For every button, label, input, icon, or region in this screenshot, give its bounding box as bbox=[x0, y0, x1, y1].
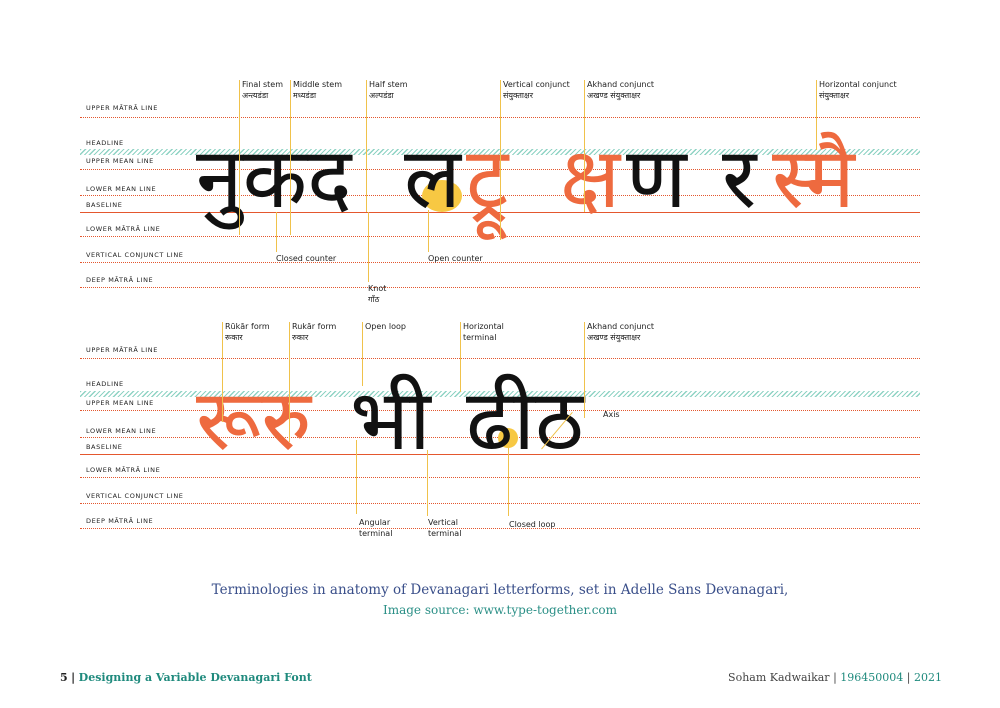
annotation-closed-counter: Closed counter bbox=[276, 254, 337, 263]
line-label: LOWER MĀTRĀ LINE bbox=[86, 225, 161, 233]
annotation-open-loop: Open loop bbox=[365, 322, 406, 331]
glyph-nna: ण bbox=[626, 129, 687, 227]
line-label: BASELINE bbox=[86, 201, 123, 209]
annotation-akhand-conjunct: Akhand conjunct अखण्ड संयुक्ताक्षर bbox=[587, 322, 655, 342]
glyph-ruru: रूरु bbox=[196, 371, 312, 469]
line-label: UPPER MĀTRĀ LINE bbox=[86, 346, 158, 354]
footer-left bbox=[60, 671, 312, 684]
glyph-la: ल bbox=[404, 129, 461, 227]
deep-matra-line bbox=[80, 528, 920, 529]
annotation-vertical-terminal: Vertical terminal bbox=[428, 518, 462, 538]
glyph-nukad: नुकद bbox=[196, 129, 352, 227]
glyph-dhith: ढीठ bbox=[466, 371, 584, 469]
annotation-knot: Knot गाँठ bbox=[368, 284, 387, 304]
annotation-rukar-short: Rukār form रुकार bbox=[292, 322, 337, 342]
annotation-final-stem: Final stem अन्त्यडंडा bbox=[242, 80, 283, 100]
annotation-open-counter: Open counter bbox=[428, 254, 483, 263]
footer-separator: | bbox=[71, 671, 76, 684]
leader-line bbox=[584, 80, 585, 212]
line-label: BASELINE bbox=[86, 443, 123, 451]
footer-right bbox=[728, 671, 942, 684]
line-label: LOWER MEAN LINE bbox=[86, 185, 157, 193]
footer-separator: | bbox=[833, 671, 837, 684]
leader-line bbox=[356, 440, 357, 514]
line-label: UPPER MĀTRĀ LINE bbox=[86, 104, 158, 112]
line-label: DEEP MĀTRĀ LINE bbox=[86, 276, 154, 284]
annotation-akhand-conjunct: Akhand conjunct अखण्ड संयुक्ताक्षर bbox=[587, 80, 655, 100]
leader-line bbox=[366, 80, 367, 212]
annotation-horizontal-conjunct: Horizontal conjunct संयुक्ताक्षर bbox=[819, 80, 897, 100]
line-label: VERTICAL CONJUNCT LINE bbox=[86, 251, 184, 259]
glyph-smai: स्मै bbox=[772, 129, 855, 227]
annotation-horizontal-terminal: Horizontal terminal bbox=[463, 322, 504, 342]
glyph-ra: र bbox=[722, 129, 757, 227]
glyph-trru: ट्रू bbox=[466, 129, 509, 227]
leader-line bbox=[428, 210, 429, 252]
upper-matra-line bbox=[80, 358, 920, 359]
leader-line bbox=[508, 448, 509, 516]
annotation-vertical-conjunct: Vertical conjunct संयुक्ताक्षर bbox=[503, 80, 570, 100]
leader-line bbox=[290, 80, 291, 235]
line-label: DEEP MĀTRĀ LINE bbox=[86, 517, 154, 525]
annotation-middle-stem: Middle stem मध्यडंडा bbox=[293, 80, 342, 100]
leader-line bbox=[427, 450, 428, 516]
line-label: LOWER MEAN LINE bbox=[86, 427, 157, 435]
caption-line-2: Image source: www.type-together.com bbox=[382, 603, 618, 617]
leader-line bbox=[816, 80, 817, 150]
leader-line bbox=[289, 322, 290, 442]
annotation-rukar-long: Rūkār form रूकार bbox=[225, 322, 270, 342]
footer-separator: | bbox=[906, 671, 911, 684]
document-title: Designing a Variable Devanagari Font bbox=[78, 671, 312, 684]
vertical-conjunct-line bbox=[80, 262, 920, 263]
annotation-angular-terminal: Angular terminal bbox=[359, 518, 393, 538]
leader-line bbox=[276, 212, 277, 252]
annotation-closed-loop: Closed loop bbox=[509, 520, 556, 529]
annotation-axis: Axis bbox=[603, 410, 620, 419]
line-label: HEADLINE bbox=[86, 139, 124, 147]
roll-number: 196450004 bbox=[840, 671, 904, 684]
glyph-bhi: भी bbox=[350, 371, 431, 469]
lower-matra-line bbox=[80, 477, 920, 478]
leader-line bbox=[368, 212, 369, 282]
leader-line bbox=[239, 80, 240, 235]
line-label: VERTICAL CONJUNCT LINE bbox=[86, 492, 184, 500]
leader-line bbox=[584, 322, 585, 418]
page-number: 5 bbox=[60, 671, 68, 684]
annotation-half-stem: Half stem अल्पडंडा bbox=[369, 80, 408, 100]
leader-line bbox=[500, 80, 501, 240]
glyph-ksha: क्ष bbox=[560, 129, 621, 227]
caption-line-1: Terminologies in anatomy of Devanagari letterforms, set in Adelle Sans Devanagari, bbox=[211, 582, 789, 598]
deep-matra-line bbox=[80, 287, 920, 288]
line-label: HEADLINE bbox=[86, 380, 124, 388]
line-label: UPPER MEAN LINE bbox=[86, 157, 154, 165]
leader-line bbox=[460, 322, 461, 392]
author-name: Soham Kadwaikar bbox=[728, 671, 830, 684]
line-label: LOWER MĀTRĀ LINE bbox=[86, 466, 161, 474]
leader-line bbox=[222, 322, 223, 422]
vertical-conjunct-line bbox=[80, 503, 920, 504]
leader-line bbox=[362, 322, 363, 386]
line-label: UPPER MEAN LINE bbox=[86, 399, 154, 407]
year: 2021 bbox=[914, 671, 942, 684]
